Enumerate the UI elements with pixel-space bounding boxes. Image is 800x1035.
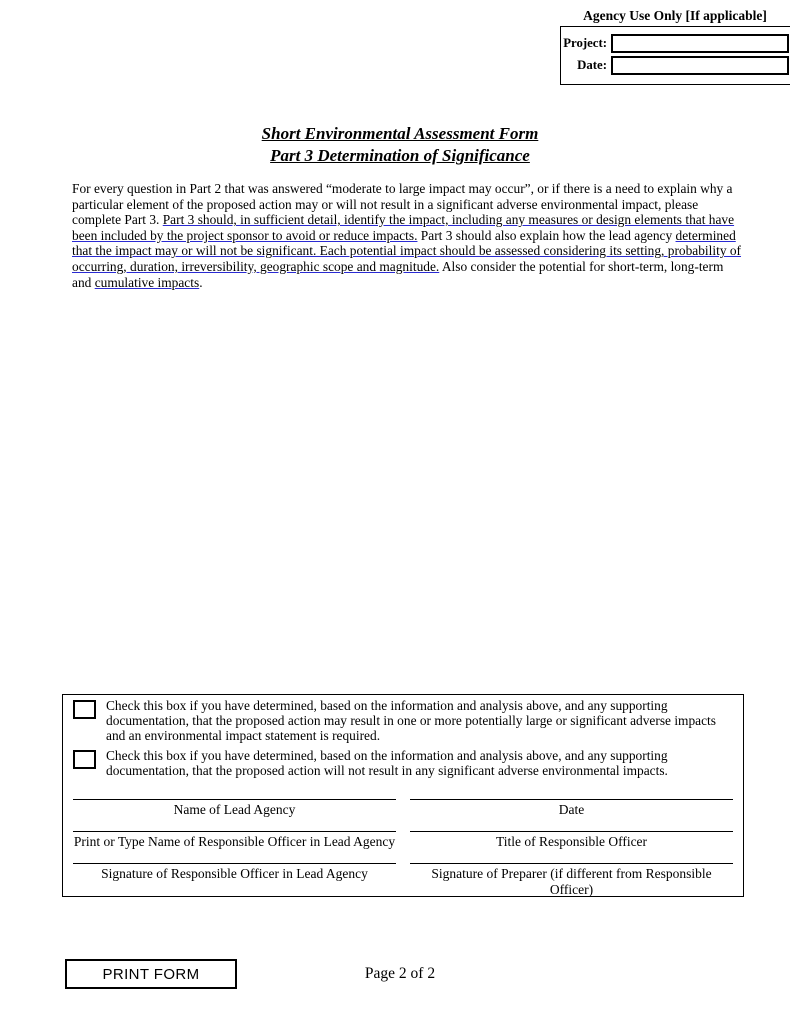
- responsible-officer-title-label: Title of Responsible Officer: [495, 834, 648, 850]
- agency-use-only-block: [560, 8, 790, 85]
- page-number-label: Page 2 of 2: [364, 965, 436, 982]
- intro-underlined-segment-1: Part 3 should, in sufficient detail, identify the impact, including any measures or design elements that have been included by the project sponsor to avoid or reduce impacts.: [72, 212, 735, 243]
- responsible-officer-name-field: [73, 831, 396, 850]
- responsible-officer-signature-field: [73, 863, 396, 898]
- preparer-signature-field: [410, 863, 733, 898]
- date-signed-field: [410, 799, 733, 818]
- form-title-line-1: [0, 123, 800, 145]
- form-title-text-2: Part 3 Determination of Significance: [270, 146, 530, 165]
- lead-agency-name-field: [73, 799, 396, 818]
- signature-section: [63, 799, 743, 898]
- date-signed-label: Date: [558, 802, 585, 818]
- form-title-block: [0, 123, 800, 167]
- intro-segment-4: .: [199, 274, 203, 290]
- project-field-row: [562, 34, 789, 53]
- no-significant-impact-checkbox[interactable]: [73, 750, 96, 769]
- intro-segment-3: Also consider the potential for short-term, long-term and: [72, 258, 724, 290]
- agency-fields: [560, 27, 790, 85]
- form-title-text-1: Short Environmental Assessment Form: [261, 124, 539, 143]
- intro-segment-1: For every question in Part 2 that was answered “moderate to large impact may occur”, or if there is a need to explain why a particular element of the proposed action may or will not result in a significant adverse environmental impact, please complete Part 3.: [72, 181, 733, 228]
- determination-box: [62, 694, 744, 897]
- responsible-officer-signature-label: Signature of Responsible Officer in Lead Agency: [101, 866, 368, 882]
- signature-row-2: [73, 831, 733, 850]
- significant-impact-option-text: Check this box if you have determined, based on the information and analysis above, and any supporting documentation, that the proposed action may result in one or more potentially large or significant adverse impacts and an environmental impact statement is required.: [106, 698, 716, 744]
- date-label: Date:: [577, 58, 607, 72]
- responsible-officer-title-field: [410, 831, 733, 850]
- intro-segment-2: Part 3 should also explain how the lead agency: [417, 227, 676, 243]
- determination-option-not-significant: [63, 745, 743, 779]
- print-form-button[interactable]: PRINT FORM: [65, 959, 237, 989]
- date-field-row: [562, 56, 789, 75]
- form-title-line-2: [0, 145, 800, 167]
- significant-impact-checkbox[interactable]: [73, 700, 96, 719]
- no-significant-impact-option-text: Check this box if you have determined, based on the information and analysis above, and any supporting documentation, that the proposed action will not result in any significant adverse environmental impacts.: [106, 747, 668, 778]
- intro-underlined-segment-2: determined that the impact may or will not be significant. Each potential impact should be assessed considering its setting, probability of occurring, duration, irreversibility, geographic scope and magnitude.: [72, 227, 742, 274]
- preparer-signature-label: Signature of Preparer (if different from Responsible Officer): [431, 866, 712, 898]
- project-label: Project:: [563, 36, 607, 50]
- signature-row-1: [73, 799, 733, 818]
- determination-option-significant: [63, 695, 743, 745]
- intro-paragraph: [72, 181, 742, 290]
- project-input[interactable]: [611, 34, 789, 53]
- date-input[interactable]: [611, 56, 789, 75]
- signature-row-3: [73, 863, 733, 898]
- lead-agency-name-label: Name of Lead Agency: [173, 802, 296, 818]
- responsible-officer-name-label: Print or Type Name of Responsible Officer in Lead Agency: [73, 834, 396, 850]
- agency-use-only-heading: Agency Use Only [If applicable]: [560, 8, 790, 27]
- intro-underlined-segment-3: cumulative impacts: [94, 274, 200, 290]
